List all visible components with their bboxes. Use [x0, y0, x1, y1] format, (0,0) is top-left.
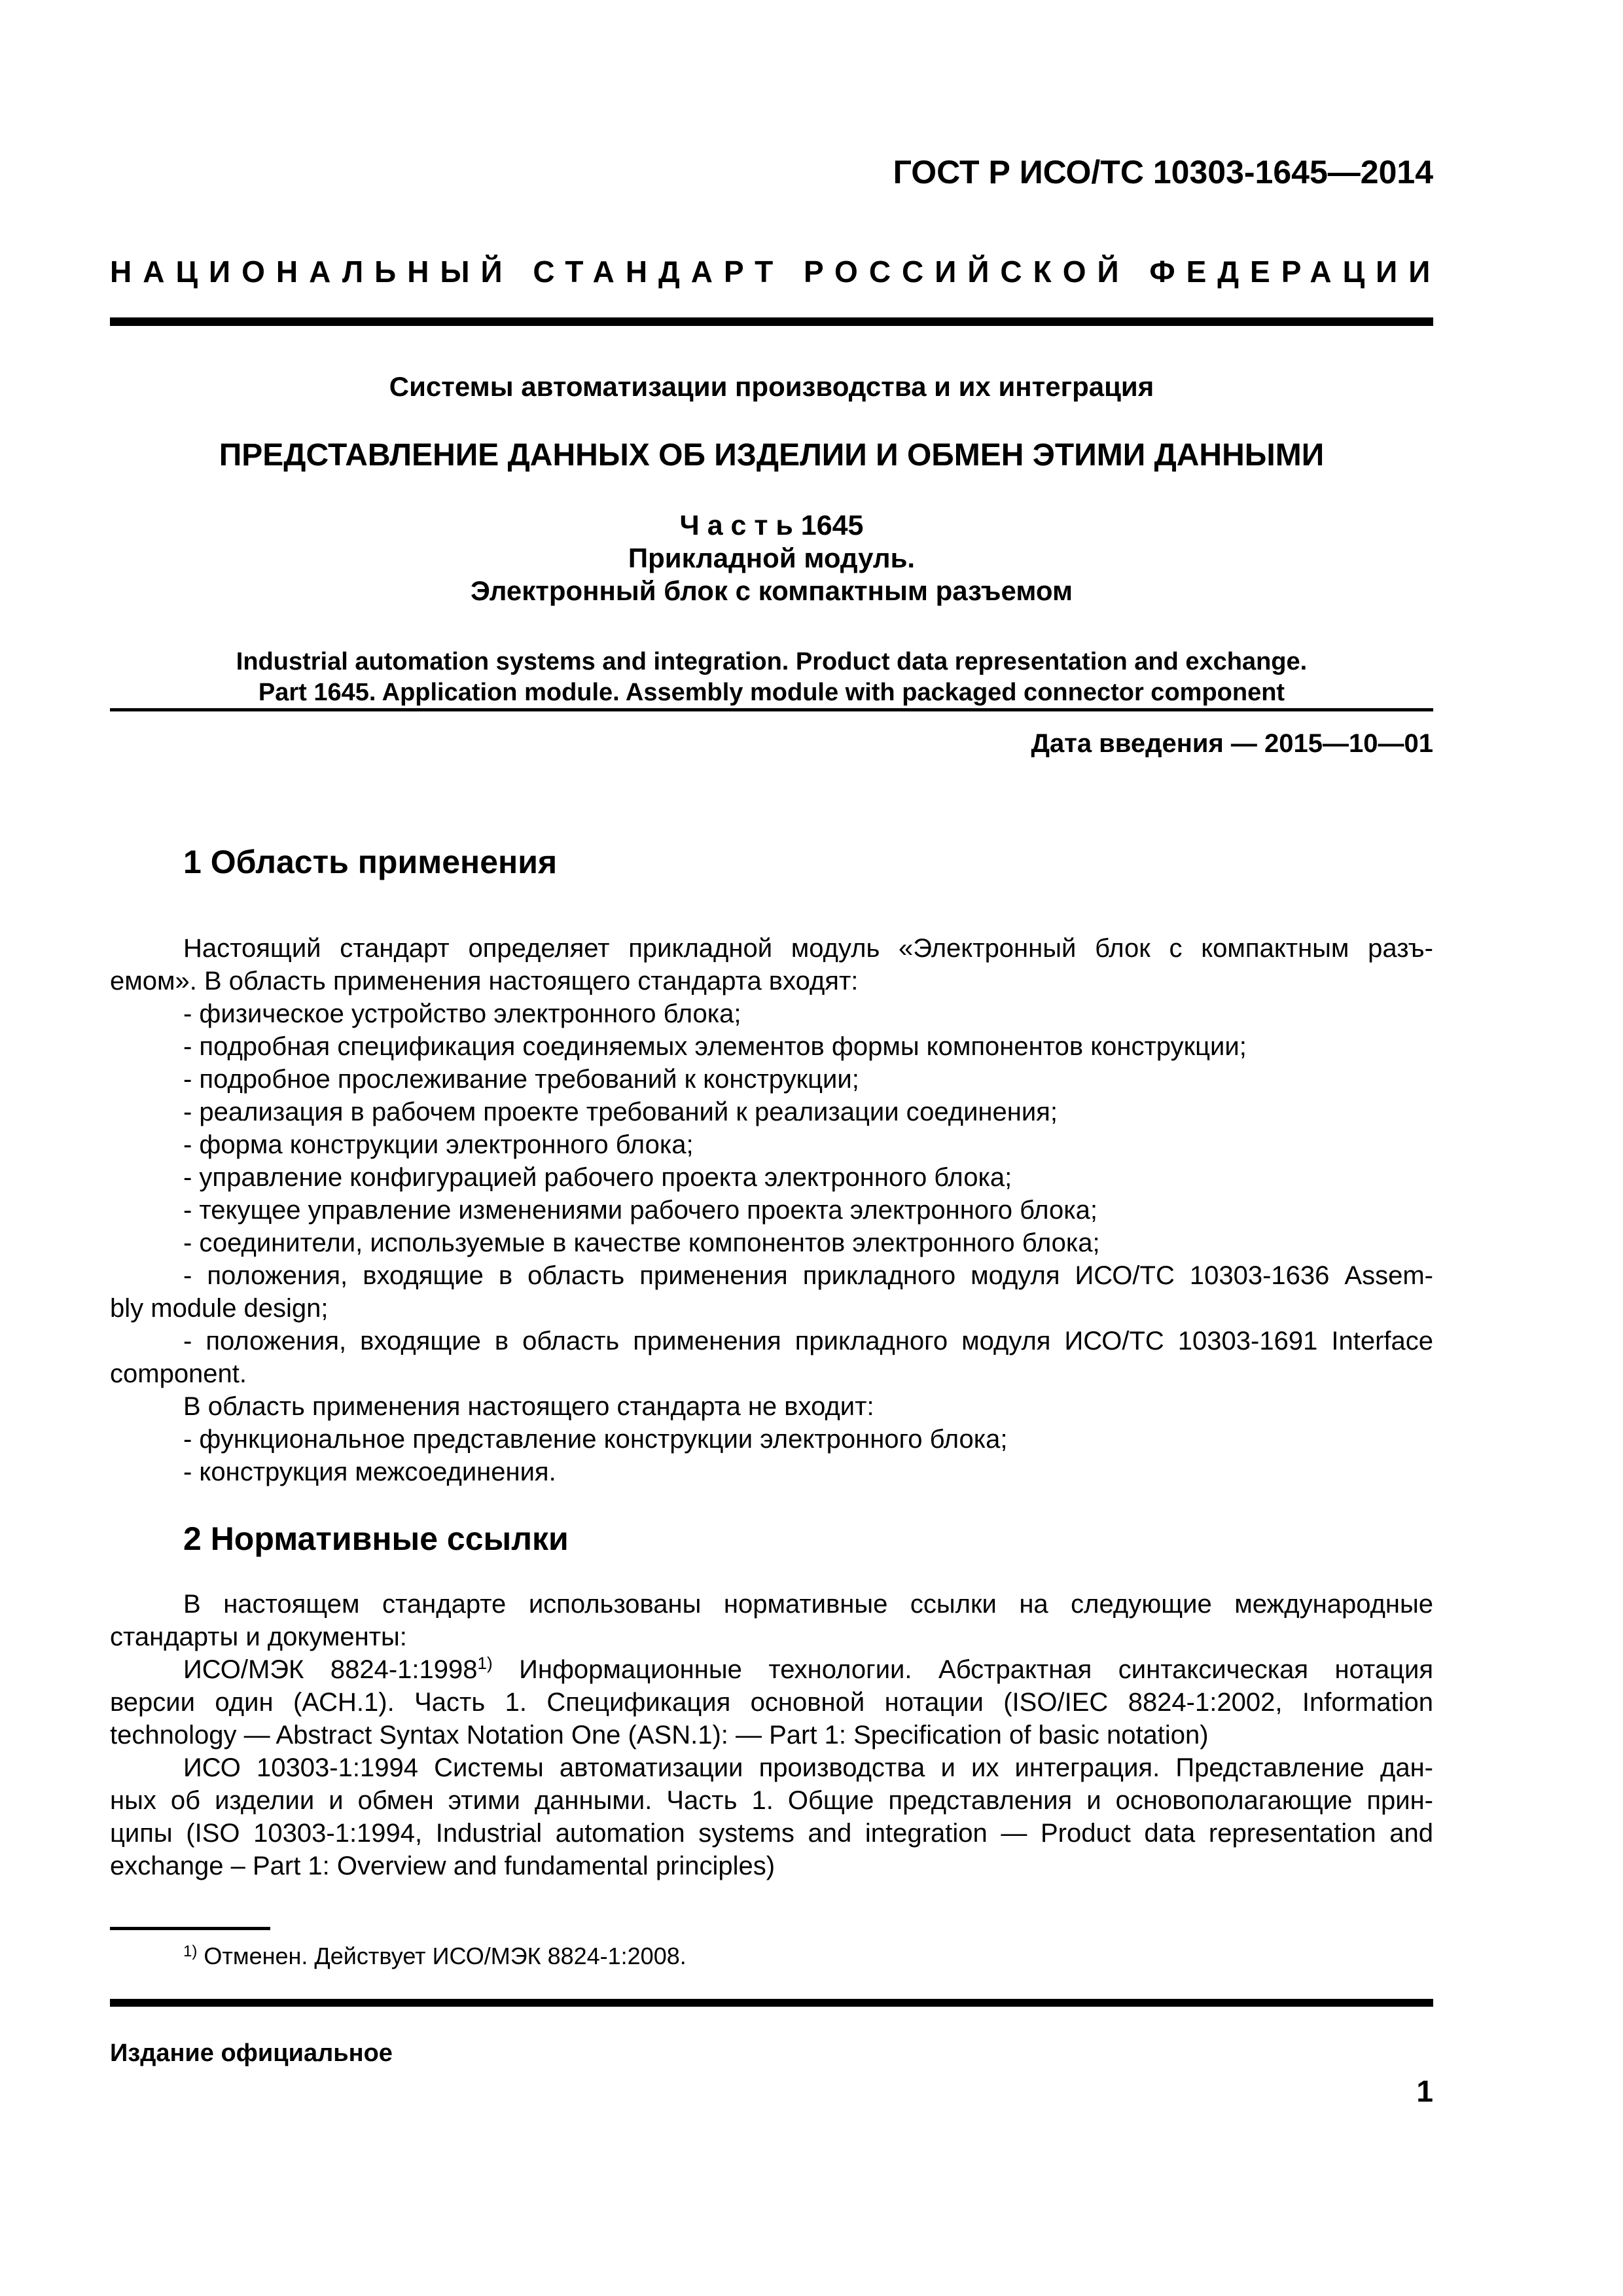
body-line: exchange – Part 1: Overview and fundamental principles) [110, 1852, 776, 1880]
body-line: - положения, входящие в область применения прикладного модуля ИСО/ТС 10303-1691 Interface [183, 1327, 1433, 1355]
title-subject-en-1: Industrial automation systems and integration. Product data representation and exchange. [236, 648, 1308, 675]
body-line: стандарты и документы: [110, 1623, 407, 1651]
title-subtitle-1: Прикладной модуль. [628, 543, 916, 573]
body-line: версии один (АСН.1). Часть 1. Спецификация основной нотации (ISO/IEC 8824-1:2002, Information [110, 1688, 1433, 1717]
footnote-marker: 1) [183, 1943, 198, 1960]
title-part-label: Ч а с т ь 1645 [679, 510, 864, 541]
body-line: - подробное прослеживание требований к конструкции; [183, 1065, 859, 1094]
footnote-rule [110, 1927, 270, 1930]
body-line: - физическое устройство электронного блока; [183, 999, 741, 1028]
national-standard-banner: НАЦИОНАЛЬНЫЙ СТАНДАРТ РОССИЙСКОЙ ФЕДЕРАЦИИ [110, 255, 1442, 289]
title-subject-en-2: Part 1645. Application module. Assembly module with packaged connector component [258, 679, 1285, 706]
title-rule [110, 708, 1433, 711]
section-2-body [110, 1588, 1433, 1882]
header-rule [110, 317, 1433, 326]
title-subject-ru: Системы автоматизации производства и их интеграция [389, 371, 1154, 402]
section-1-heading: 1 Область применения [183, 844, 558, 880]
body-line: - реализация в рабочем проекте требований к реализации соединения; [183, 1098, 1058, 1126]
body-line: В настоящем стандарте использованы нормативные ссылки на следующие международные [183, 1590, 1433, 1619]
body-line: - подробная спецификация соединяемых элементов формы компонентов конструкции; [183, 1032, 1247, 1061]
body-line: емом». В область применения настоящего стандарта входят: [110, 967, 859, 996]
body-line: - форма конструкции электронного блока; [183, 1130, 694, 1159]
footnote-text: Отменен. Действует ИСО/МЭК 8824-1:2008. [197, 1943, 687, 1969]
footnote [110, 1941, 687, 1975]
body-line: В область применения настоящего стандарта не входит: [183, 1392, 874, 1421]
title-subtitle-2: Электронный блок с компактным разъемом [470, 575, 1073, 606]
body-line: Настоящий стандарт определяет прикладной модуль «Электронный блок с компактным разъ- [183, 934, 1433, 963]
body-line: ципы (ISO 10303-1:1994, Industrial automation systems and integration — Product data representation and [110, 1819, 1433, 1848]
body-line: - положения, входящие в область применения прикладного модуля ИСО/ТС 10303-1636 Assem- [183, 1261, 1433, 1290]
page-number: 1 [1416, 2074, 1433, 2108]
body-line: ИСО 10303-1:1994 Системы автоматизации производства и их интеграция. Представление дан- [183, 1753, 1433, 1782]
effective-date: Дата введения — 2015—10—01 [1031, 729, 1433, 758]
title-main: ПРЕДСТАВЛЕНИЕ ДАННЫХ ОБ ИЗДЕЛИИ И ОБМЕН ЭТИМИ ДАННЫМИ [219, 438, 1325, 473]
content-column [110, 0, 1442, 2296]
body-line: - функциональное представление конструкции электронного блока; [183, 1425, 1008, 1454]
body-line: ных об изделии и обмен этими данными. Часть 1. Общие представления и основополагающие прин- [110, 1786, 1433, 1815]
body-line: - соединители, используемые в качестве компонентов электронного блока; [183, 1229, 1100, 1257]
body-line: - управление конфигурацией рабочего проекта электронного блока; [183, 1163, 1012, 1192]
body-line: bly module design; [110, 1294, 329, 1323]
body-line: - текущее управление изменениями рабочего проекта электронного блока; [183, 1196, 1098, 1225]
body-line: technology — Abstract Syntax Notation One (ASN.1): — Part 1: Specification of basic notation) [110, 1721, 1209, 1749]
body-line: ИСО/МЭК 8824-1:1998$^{1)}$ Информационные технологии. Абстрактная синтаксическая нотация [183, 1653, 1433, 1684]
edition-note: Издание официальное [110, 2039, 393, 2067]
section-2-heading: 2 Нормативные ссылки [183, 1520, 569, 1557]
doc-number: ГОСТ Р ИСО/ТС 10303-1645—2014 [893, 154, 1433, 190]
body-line: component. [110, 1359, 247, 1388]
body-line: - конструкция межсоединения. [183, 1458, 556, 1486]
section-1-body [110, 932, 1433, 1488]
footer-rule [110, 1999, 1433, 2007]
title-block [110, 370, 1433, 708]
